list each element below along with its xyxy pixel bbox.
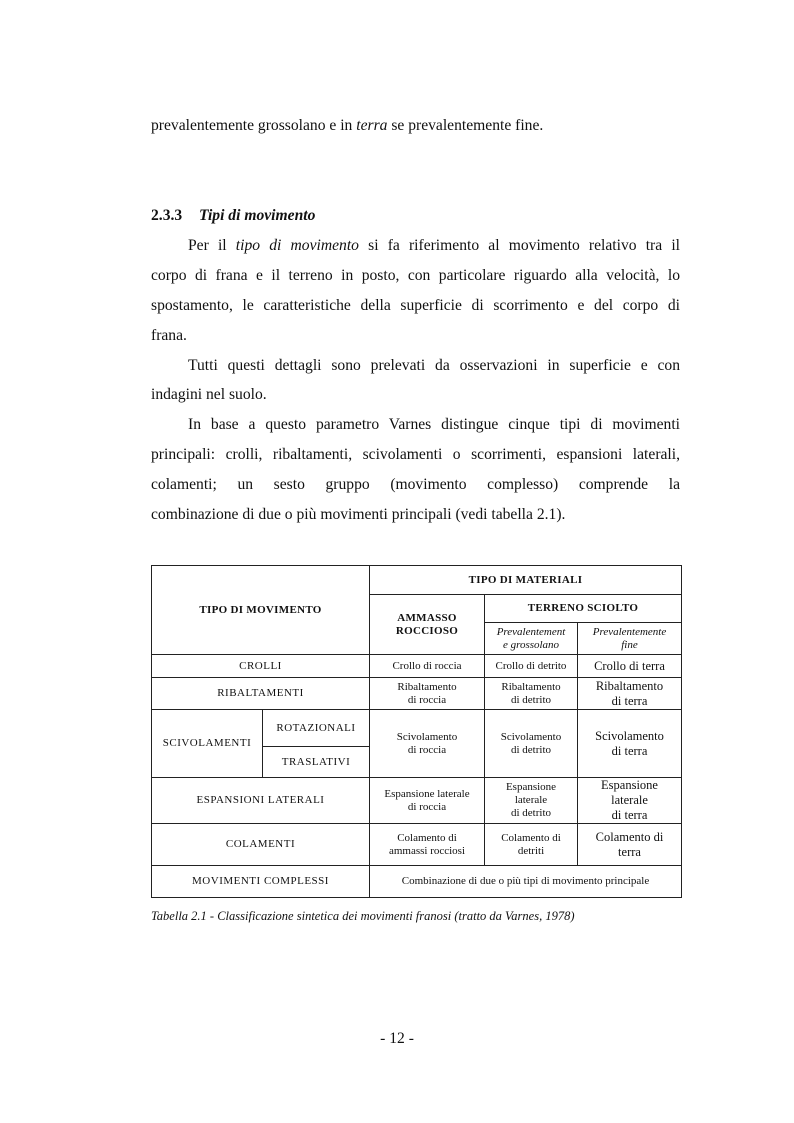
section-number: 2.3.3 [151, 207, 183, 224]
cell-line: di roccia [407, 800, 447, 813]
header-grossolano [485, 623, 578, 655]
cell-line: di roccia [407, 743, 447, 756]
section-title: Tipi di movimento [199, 207, 316, 224]
text-fragment: si fa riferimento al movimento relativo tra il [358, 237, 680, 254]
cell-coarse [485, 778, 578, 824]
section-heading [151, 207, 315, 225]
cell-line: di terra [611, 743, 648, 758]
cell-line: Espansione laterale [384, 787, 470, 800]
cell-coarse [485, 824, 578, 866]
header-fine [578, 623, 682, 655]
cell-coarse: Crollo di detrito [485, 655, 578, 678]
paragraph-line: colamenti; un sesto gruppo (movimento complesso) comprende la [151, 476, 680, 493]
cell-line: di roccia [407, 693, 447, 706]
cell-fine [578, 824, 682, 866]
cell-line: di terra [611, 693, 648, 708]
cell-combined: Combinazione di due o più tipi di movimento principale [370, 866, 682, 898]
row-label: RIBALTAMENTI [152, 678, 370, 710]
table-row [152, 710, 682, 747]
header-line: AMMASSO [397, 611, 457, 624]
row-label: ESPANSIONI LATERALI [152, 778, 370, 824]
cell-rock [370, 710, 485, 778]
cell-line: ammassi rocciosi [388, 844, 466, 857]
page-number: - 12 - [380, 1030, 414, 1047]
cell-fine [578, 678, 682, 710]
paragraph-line: Tutti questi dettagli sono prelevati da osservazioni in superficie e con [188, 357, 680, 374]
cell-line: Colamento di [501, 831, 561, 844]
cell-fine: Crollo di terra [578, 655, 682, 678]
row-sublabel: TRASLATIVI [263, 747, 370, 778]
cell-line: Espansione [601, 778, 658, 792]
text-emphasis: tipo di movimento [235, 237, 359, 254]
cell-line: Scivolamento [396, 730, 458, 743]
cell-fine [578, 710, 682, 778]
paragraph-line: principali: crolli, ribaltamenti, scivolamenti o scorrimenti, espansioni laterali, [151, 446, 680, 463]
cell-line: di detrito [510, 693, 552, 706]
cell-line: terra [618, 844, 641, 859]
paragraph-line: corpo di frana e il terreno in posto, con particolare riguardo alla velocità, lo [151, 267, 680, 284]
classification-table [151, 565, 682, 898]
cell-rock [370, 824, 485, 866]
header-line: ROCCIOSO [395, 624, 459, 637]
cell-line: Ribaltamento [501, 680, 561, 693]
header-line: fine [621, 638, 638, 651]
cell-fine [578, 778, 682, 824]
cell-rock [370, 678, 485, 710]
table-row [152, 655, 682, 678]
paragraph-line: frana. [151, 327, 187, 344]
header-tipo-movimento: TIPO DI MOVIMENTO [152, 566, 370, 655]
cell-line: laterale [611, 793, 648, 807]
header-ammasso-roccioso [370, 595, 485, 655]
text-fragment: se prevalentemente fine. [387, 117, 544, 134]
row-label: COLAMENTI [152, 824, 370, 866]
cell-line: Ribaltamento [595, 678, 664, 693]
header-line: e grossolano [502, 638, 560, 651]
cell-line: Ribaltamento [397, 680, 457, 693]
text-emphasis: terra [356, 117, 388, 134]
cell-line: detriti [517, 844, 545, 857]
row-label: MOVIMENTI COMPLESSI [152, 866, 370, 898]
table-row [152, 866, 682, 898]
text-fragment: prevalentemente grossolano e in [151, 117, 357, 134]
cell-coarse [485, 710, 578, 778]
table-caption: Tabella 2.1 - Classificazione sintetica dei movimenti franosi (tratto da Varnes, 1978) [151, 909, 575, 923]
cell-line: Espansione [505, 781, 557, 793]
cell-line: Scivolamento [500, 730, 562, 743]
cell-line: di terra [611, 808, 648, 822]
cell-line: di detrito [510, 743, 552, 756]
table-row [152, 678, 682, 710]
header-terreno-sciolto: TERRENO SCIOLTO [485, 595, 682, 623]
paragraph-line: combinazione di due o più movimenti principali (vedi tabella 2.1). [151, 506, 566, 523]
header-tipo-materiali: TIPO DI MATERIALI [370, 566, 682, 595]
cell-rock [370, 778, 485, 824]
row-sublabel: ROTAZIONALI [263, 710, 370, 747]
cell-line: laterale [514, 794, 548, 806]
cell-line: Colamento di [595, 829, 664, 844]
row-label: SCIVOLAMENTI [152, 710, 263, 778]
paragraph-line: spostamento, le caratteristiche della superficie di scorrimento e del corpo di [151, 297, 680, 314]
cell-line: Colamento di [397, 831, 457, 844]
cell-rock: Crollo di roccia [370, 655, 485, 678]
table-row [152, 778, 682, 824]
header-line: Prevalentemente [592, 625, 667, 638]
cell-line: Scivolamento [595, 728, 664, 743]
paragraph-line [188, 236, 680, 256]
text-line [151, 116, 680, 136]
header-line: Prevalentement [496, 625, 566, 638]
paragraph-line: In base a questo parametro Varnes distingue cinque tipi di movimenti [188, 416, 680, 433]
cell-line: di detrito [510, 807, 552, 819]
row-label: CROLLI [152, 655, 370, 678]
text-fragment: Per il [188, 237, 236, 254]
cell-coarse [485, 678, 578, 710]
paragraph-line: indagini nel suolo. [151, 386, 267, 403]
table-row [152, 824, 682, 866]
